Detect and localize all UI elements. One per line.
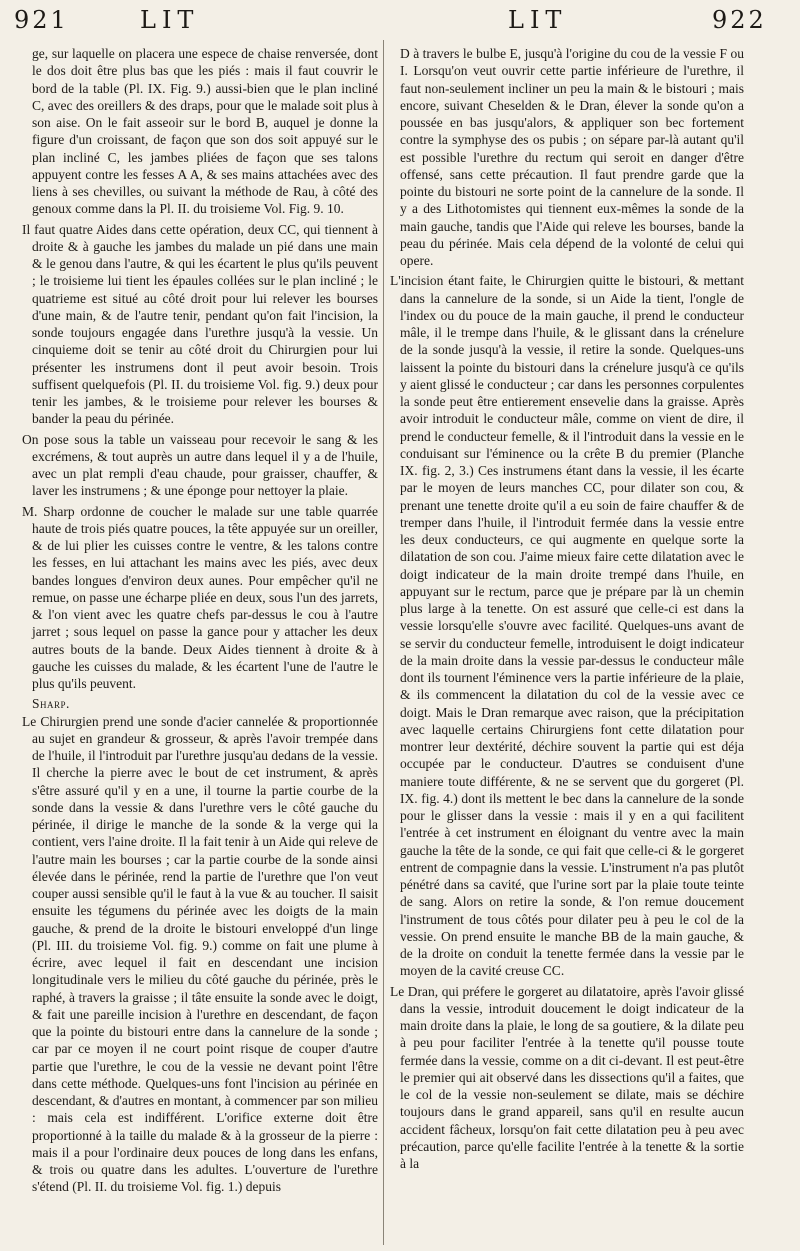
paragraph: Le Dran, qui préfere le gorgeret au dilatatoire, après l'avoir glissé dans la vessie, introduit doucement le doigt indicateur de la main droite dans la plaie, le long de sa goutiere, & la dilate peu à peu pour faciliter l'entrée à la tenette qu'il pousse toute fermée dans la vessie, comme on a dit ci-devant. Il est peut-être le premier qui ait observé dans les dissections qu'il a faites, que le col de la vessie non-seulement se dilate, mais se déchire toujours dans le grand appareil, sans qu'il en resulte aucun accident fâcheux, lorsqu'on fait cette dilatation peu à peu avec précaution, parce qu'elle facilite l'entrée à la tenette & la sortie à la <box>390 983 744 1171</box>
page-number-left: 921 <box>14 6 69 34</box>
paragraph: M. Sharp ordonne de coucher le malade sur une table quarrée haute de trois piés quatre pouces, la tête appuyée sur un oreiller, & de lui plier les cuisses contre le ventre, & les talons contre les fesses, en lui attachant les mains avec les piés, avec deux bandes longues d'environ deux aunes. Pour empêcher qu'il ne remue, on passe une écharpe pliée en deux, sous l'un des jarrets, & l'on vient avec les quatre chefs par-dessus le cou à l'autre jarret ; sous lequel on passe la gance pour y attacher les deux autres bouts de la bande. Deux Aides tiennent à droite & à gauche les cuisses du malade, & les écartent l'une de l'autre le plus qu'ils peuvent. <box>22 503 378 691</box>
section-label: Sharp. <box>32 696 70 712</box>
running-head-right: LIT <box>508 6 568 34</box>
running-head-left: LIT <box>140 6 200 34</box>
paragraph: D à travers le bulbe E, jusqu'à l'origine du cou de la vessie F ou I. Lorsqu'on veut ouvrir cette partie inférieure de l'urethre, il faut non-seulement incliner un peu la main & le bistouri ; mais encore, suivant Cheselden & le Dran, élever la sonde qu'on a poussée en bas jusqu'alors, & appliquer son bec fortement contre la symphyse des os pubis ; on sépare par-là autant qu'il est possible l'urethre du rectum qui seroit en danger d'être offensé, sans cette précaution. Il faut prendre garde que la pointe du bistouri ne sorte point de la cannelure de la sonde. Il y a des Lithotomistes qui tiennent eux-mêmes la sonde de la main gauche, tandis que l'Aide qui releve les bourses, bande la peau du périnée. Mais cela dépend de la volonté de celui qui opere. <box>400 46 744 268</box>
page-number-right: 922 <box>712 6 767 34</box>
right-column <box>390 45 744 1245</box>
paragraph: On pose sous la table un vaisseau pour recevoir le sang & les excrémens, & tout auprès un autre dans lequel il y a de l'huile, avec un plat rempli d'eau chaude, pour graisser, chauffer, & laver les instrumens ; & une éponge pour nettoyer la plaie. <box>22 431 378 499</box>
column-divider <box>383 40 384 1245</box>
left-column <box>22 45 378 1245</box>
paragraph: Il faut quatre Aides dans cette opération, deux CC, qui tiennent à droite & à gauche les jambes du malade un pié dans une main & le genou dans l'autre, & qui les écartent le plus qu'ils peuvent ; le troisieme lui tient les épaules collées sur le plan incliné ; le quatrieme est situé au côté droit pour lui relever les bourses d'une main, & de l'autre tenir, pendant qu'on fait l'incision, la sonde toujours engagée dans l'urethre jusqu'à la vessie. Un cinquieme doit se tenir au côté droit du Chirurgien pour lui présenter les instrumens dont il peut avoir besoin. Trois suffisent quelquefois (Pl. II. du troisieme Vol. fig. 9.) deux pour tenir les jambes, & le troisieme pour relever les bourses & bander la peau du périnée. <box>22 221 378 427</box>
paragraph: Le Chirurgien prend une sonde d'acier cannelée & proportionnée au sujet en grandeur & grosseur, & après l'avoir trempée dans de l'huile, il l'introduit par l'urethre jusqu'au dedans de la vessie. Il cherche la pierre avec le bout de cet instrument, & après s'être assuré qu'il y en a une, il tourne la partie courbe de la sonde dans la vessie & dans l'urethre vers le côté gauche du périnée, il dirige le manche de la sonde & la verge qui la contient, vers l'aine droite. Il la fait tenir à un Aide qui releve de l'autre main les bourses ; car la partie courbe de la sonde ainsi élevée dans le périnée, rend la partie de l'urethre que l'on veut couper aussi sensible qu'il le faut à la vue & au toucher. Il saisit ensuite les tégumens du périnée avec les doigts de la main gauche, & prend de la droite le bistouri enveloppé d'un linge (Pl. III. du troisieme Vol. fig. 9.) comme on fait une plume à écrire, avec lequel il fait en descendant une incision longitudinale vers le milieu du côté gauche du périnée, près le raphé, à travers la graisse ; il tâte ensuite la sonde avec le doigt, & fait une pareille incision à l'urethre en descendant, de façon que la pointe du bistouri entre dans la cannelure de la sonde ; car par ce moyen il ne court point risque de couper d'autre partie que l'urethre, le cou de la vessie ne devant point l'être dans cette méthode. Quelques-uns font l'incision au périnée en descendant, & d'autres en montant, à commencer par son milieu : mais cela est indifférent. L'orifice externe doit être proportionné à la taille du malade & à la grosseur de la pierre : mais il a pour l'ordinaire deux pouces de long dans les enfans, & trois ou quatre dans les adultes. L'ouverture de l'urethre s'étend (Pl. II. du troisieme Vol. fig. 1.) depuis <box>22 713 378 1195</box>
paragraph: ge, sur laquelle on placera une espece de chaise renversée, dont le dos doit être plus bas que les piés : mais il faut couvrir le bord de la table (Pl. IX. Fig. 9.) aussi-bien que le plan incliné C, avec des oreillers & des draps, pour que le malade soit plus à son aise. On le fait asseoir sur le bord B, auquel je donne la figure d'un croissant, de façon que son dos soit appuyé sur le plan incliné C, les jambes pliées de façon que ses talons appuyent contre les fesses A A, & ses mains attachées avec des liens à ses chevilles, ou suivant la méthode de Rau, à côté des genoux comme dans la Pl. II. du troisieme Vol. Fig. 9. 10. <box>32 46 378 217</box>
paragraph: L'incision étant faite, le Chirurgien quitte le bistouri, & mettant dans la cannelure de la sonde, si un Aide la tient, l'ongle de l'index ou du pouce de la main gauche, il prend le conducteur mâle, il le trempe dans l'huile, & le glissant dans la crénelure de la sonde jusqu'à la vessie, il retire la sonde. Quelques-uns laissent la pointe du bistouri dans la crénelure jusqu'à ce qu'ils y aient glissé le conducteur ; car dans les personnes corpulentes la sonde peut être entierement ensevelie dans la graisse. Après avoir introduit le conducteur mâle, comme on vient de dire, il prend le conducteur femelle, & il l'introduit dans la vessie en le conduisant sur l'éminence ou la crête B du premier (Planche IX. fig. 2, 3.) Ces instrumens étant dans la vessie, il les écarte par le moyen de leurs manches CC, pour dilater son cou, & prenant une tenette droite qu'il a eu soin de faire chauffer & de tremper dans l'huile, il l'introduit fermée dans la vessie entre les deux conducteurs, ce qui augmente en quelque sorte la dilatation de son cou. J'aime mieux faire cette dilatation avec le doigt indicateur de la main droite trempé dans l'huile, en appuyant sur le rectum, parce que je prépare par là un chemin plus large à la tenette. On est assuré que celle-ci est dans la vessie lorsqu'elle s'ouvre avec facilité. Quelques-uns avant de se servir du conducteur femelle, introduisent le doigt indicateur de la main droite dans la vessie par-dessus le conducteur mâle dont ils tournent l'éminence vers la partie inférieure de la plaie, & ils commencent la dilatation du col de la vessie avec ce doigt. Mais le Dran remarque avec raison, que la précipitation avec laquelle certains Chirurgiens font cette dilatation pour montrer leur dextérité, déchire souvent la partie qui est déja occupée par le conducteur. D'autres se conduisent d'une maniere toute différente, & ne se servent que du gorgeret (Pl. IX. fig. 4.) dont ils mettent le bec dans la cannelure de la sonde pour le glisser dans la vessie : mais il y en a qui facilitent l'entrée à cet instrument en éloignant du ventre avec la main gauche la tête de la sonde, ce qui fait que celle-ci & le gorgeret entrent de compagnie dans la vessie. L'instrument n'a pas plutôt pénétré dans sa cavité, que l'urine sort par la plaie toute teinte de sang. Alors on retire la sonde, & l'on remue doucement l'instrument de tous côtés pour dilater peu à peu le col de la vessie. On prend ensuite le manche BB de la main gauche, & de la droite on conduit la tenette fermée dans la vessie par le moyen de la cavité creuse CC. <box>390 273 744 979</box>
page-header <box>0 0 800 40</box>
